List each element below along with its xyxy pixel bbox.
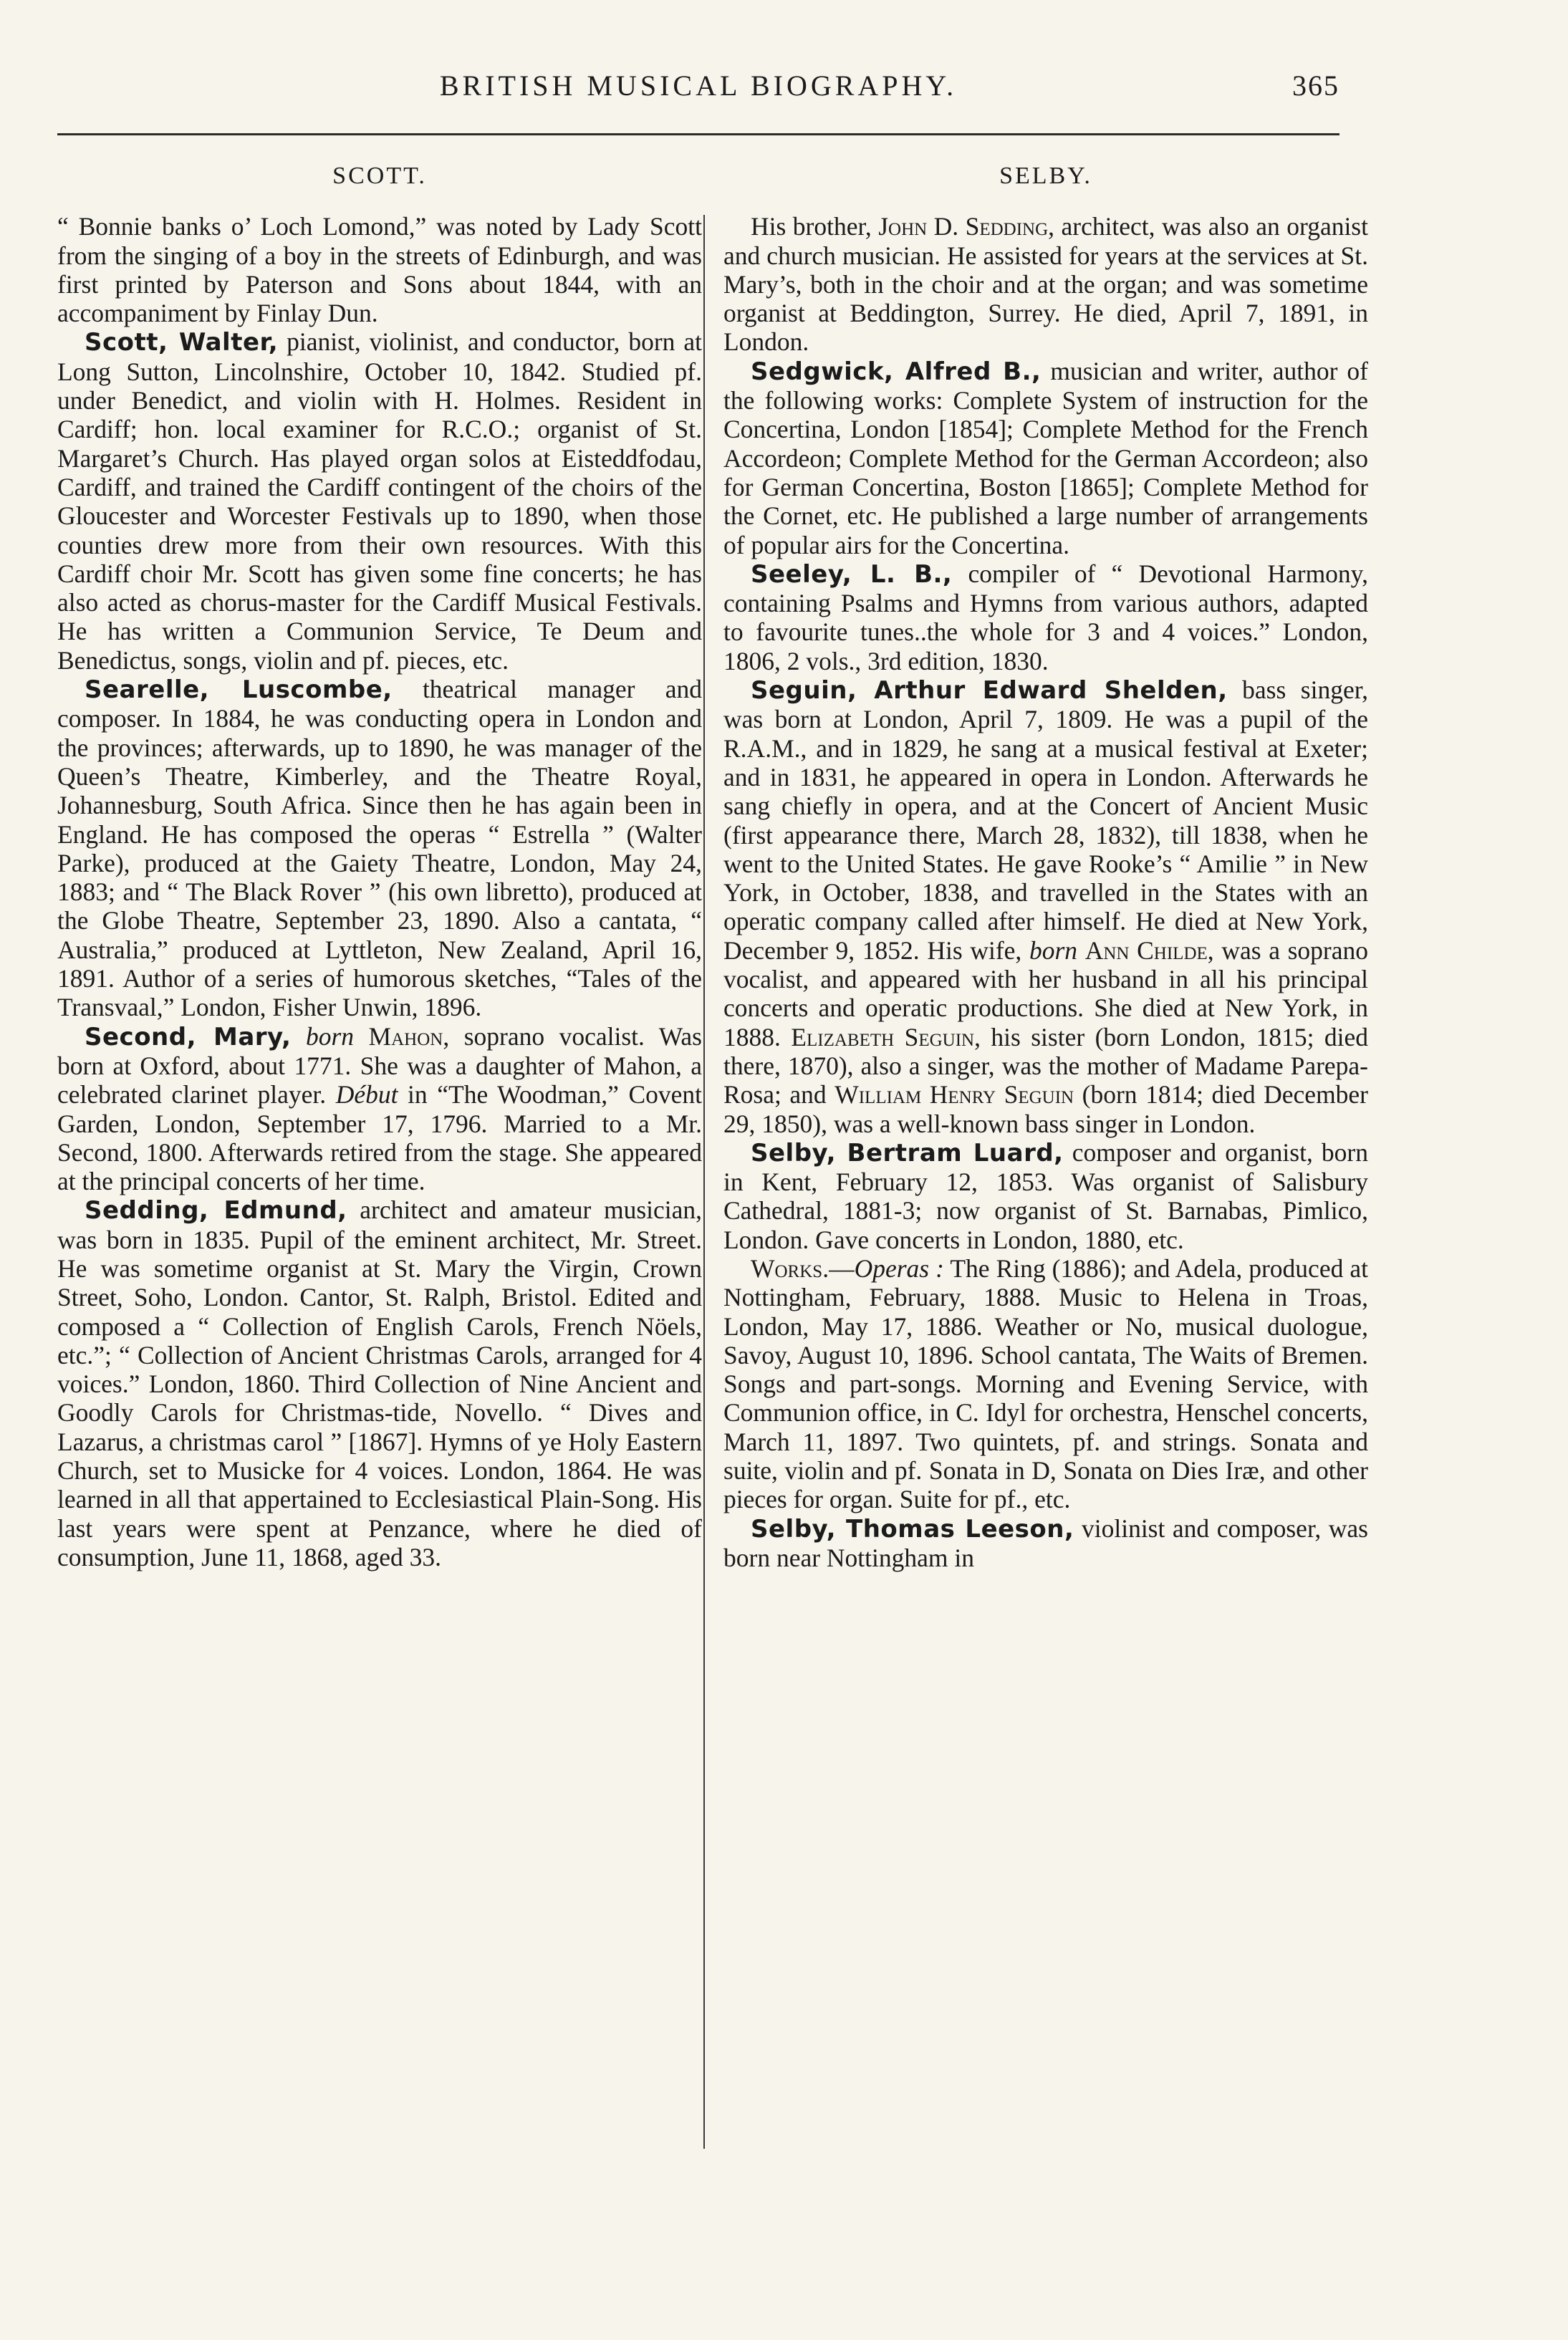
entry-headword: Selby, Thomas Leeson, <box>751 1514 1074 1544</box>
entry-headword: Seguin, Arthur Edward Shelden, <box>751 676 1228 706</box>
entry-headword: Sedgwick, Alfred B., <box>751 357 1042 386</box>
entry-headword: Second, Mary, <box>85 1022 292 1051</box>
continuation-text: His brother, <box>751 212 879 241</box>
entry-text: composer and organist, born in Kent, February 12, 1853. Was organist of Salisbury Cathedral, 1881-3; now organist of St. Barnabas, Pimlico, London. Gave concerts in London, 1880, etc. <box>723 1137 1369 1254</box>
entry-text-continued: , his sister (born London, 1815; died there, 1870), also a singer, was the mother of Madame Parepa-Rosa; and <box>723 1022 1368 1109</box>
person-name: John D. Sedding <box>878 212 1049 241</box>
entry-text-continued: in “The Woodman,” Covent Garden, London, September 17, 1796. Married to a Mr. Second, 1800. Afterwards retired from the stage. She appeared at the principal concerts of her time. <box>57 1080 702 1196</box>
works-paragraph <box>723 1254 1368 1514</box>
person-name: Elizabeth Seguin <box>791 1022 975 1051</box>
entry-seeley-l-b <box>723 559 1368 675</box>
left-column-heading: SCOTT. <box>332 163 427 189</box>
maiden-name: Mahon <box>368 1021 443 1051</box>
entry-headword: Seeley, L. B., <box>751 559 953 589</box>
right-column-heading: SELBY. <box>999 163 1092 189</box>
entry-text-continued: (born 1814; died December 29, 1850), was a well-known bass singer in London. <box>723 1080 1369 1138</box>
entry-scott-walter <box>57 327 702 675</box>
entry-text: architect and amateur musician, was born in 1835. Pupil of the eminent architect, Mr. Street. He was sometime organist at St. Mary the Virgin, Crown Street, Soho, London. Cantor, St. Ralph, Bristol. Edited and composed a “ Collection of English Carols, French Nöels, etc.”; “ Collection of Ancient Christmas Carols, arranged for 4 voices.” London, 1860. Third Collection of Nine Ancient and Goodly Carols for Christmas-tide, Novello. “ Dives and Lazarus, a christmas carol ” [1867]. Hymns of ye Holy Eastern Church, set to Musicke for 4 voices. London, 1864. He was learned in all that appertained to Ecclesiastical Plain-Song. His last years were spent at Penzance, where he died of consumption, June 11, 1868, aged 33. <box>57 1195 703 1571</box>
person-name: Ann Childe <box>1084 935 1208 965</box>
entry-headword: Scott, Walter, <box>85 328 279 357</box>
born-label: born <box>305 1021 355 1051</box>
entry-text: pianist, violinist, and conductor, born at Long Sutton, Lincolnshire, October 10, 1842. Studied pf. under Benedict, and violin with H. Holmes. Resident in Cardiff; hon. local examiner for R.C.O.; organist of St. Margaret’s Church. Has played organ solos at Eisteddfodau, Cardiff, and trained the Cardiff contingent of the choirs of the Gloucester and Worcester Festivals up to 1890, when those counties drew more from their own resources. With this Cardiff choir Mr. Scott has given some fine concerts; he has also acted as chorus-master for the Cardiff Musical Festivals. He has written a Communion Service, Te Deum and Benedictus, songs, violin and pf. pieces, etc. <box>57 327 702 675</box>
entry-sedding-edmund <box>57 1195 702 1571</box>
entry-text: compiler of “ Devotional Harmony, containing Psalms and Hymns from various authors, adapted to favourite tunes..the whole for 3 and 4 voices.” London, 1806, 2 vols., 3rd edition, 1830. <box>723 559 1368 675</box>
entry-sedgwick-alfred <box>723 357 1368 559</box>
running-title: BRITISH MUSICAL BIOGRAPHY. <box>439 69 958 102</box>
header-rule <box>57 133 1339 135</box>
right-column <box>723 162 1368 1572</box>
column-divider <box>703 215 705 2149</box>
debut-label: Début <box>335 1080 398 1109</box>
continuation-paragraph <box>723 212 1368 356</box>
entry-text: , soprano vocalist. Was born at Oxford, about 1771. She was a daughter of Mahon, a celebrated clarinet player. <box>57 1021 702 1109</box>
works-label: Works. <box>751 1253 829 1283</box>
entry-headword: Selby, Bertram Luard, <box>751 1138 1064 1167</box>
entry-text: violinist and composer, was born near Nottingham in <box>723 1513 1368 1572</box>
entry-headword: Sedding, Edmund, <box>85 1196 347 1226</box>
entry-text-continued: , was a soprano vocalist, and appeared with her husband in all his principal concerts and operatic productions. She died at New York, in 1888. <box>723 935 1369 1051</box>
entry-second-mary <box>57 1022 702 1196</box>
entry-seguin-arthur <box>723 675 1368 1138</box>
entry-text: musician and writer, author of the following works: Complete System of instruction for the Concertina, London [1854]; Complete Method for the French Accordeon; Complete Method for the German Accordeon; also for German Concertina, Boston [1865]; Complete Method for the Cornet, etc. He published a large number of arrangements of popular airs for the Concertina. <box>723 356 1368 559</box>
operas-label: Operas : <box>854 1253 944 1283</box>
running-head <box>57 69 1339 119</box>
born-label: born <box>1029 935 1078 965</box>
works-text: The Ring (1886); and Adela, produced at Nottingham, February, 1888. Music to Helena in Troas, London, May 17, 1886. Weather or No, musical duologue, Savoy, August 10, 1896. School cantata, The Waits of Bremen. Songs and part-songs. Morning and Evening Service, with Communion office, in C. Idyl for orchestra, Henschel concerts, March 11, 1897. Two quintets, pf. and strings. Sonata and suite, violin and pf. Sonata in D, Sonata on Dies Iræ, and other pieces for organ. Suite for pf., etc. <box>723 1253 1368 1514</box>
entry-text: bass singer, was born at London, April 7, 1809. He was a pupil of the R.A.M., and in 1829, he sang at a musical festival at Exeter; and in 1831, he appeared in opera in London. Afterwards he sang chiefly in opera, and at the Concert of Ancient Music (first appearance there, March 28, 1832), till 1838, when he went to the United States. He gave Rooke’s “ Amilie ” in New York, in October, 1838, and travelled in the States with an operatic company called after himself. He died at New York, December 9, 1852. His wife, <box>723 675 1368 965</box>
entry-selby-thomas <box>723 1514 1368 1573</box>
works-dash: — <box>829 1253 855 1283</box>
entry-searelle-luscombe <box>57 675 702 1022</box>
continuation-text-after: , architect, was also an organist and church musician. He assisted for years at the services at St. Mary’s, both in the choir and at the organ; and was sometime organist at Beddington, Surrey. He died, April 7, 1891, in London. <box>723 212 1368 357</box>
person-name: William Henry Seguin <box>834 1080 1074 1109</box>
continuation-paragraph: “ Bonnie banks o’ Loch Lomond,” was noted by Lady Scott from the singing of a boy in the streets of Edinburgh, and was first printed by Paterson and Sons about 1844, with an accompaniment by Finlay Dun. <box>57 212 702 328</box>
entry-selby-bertram <box>723 1138 1368 1254</box>
entry-headword: Searelle, Luscombe, <box>85 675 393 705</box>
entry-text: theatrical manager and composer. In 1884, he was conducting opera in London and the provinces; afterwards, up to 1890, he was manager of the Queen’s Theatre, Kimberley, and the Theatre Royal, Johannesburg, South Africa. Since then he has again been in England. He has composed the operas “ Estrella ” (Walter Parke), produced at the Gaiety Theatre, London, May 24, 1883; and “ The Black Rover ” (his own libretto), produced at the Globe Theatre, September 23, 1890. Also a cantata, “ Australia,” produced at Lyttleton, New Zealand, April 16, 1891. Author of a series of humorous sketches, “Tales of the Transvaal,” London, Fisher Unwin, 1896. <box>57 675 702 1022</box>
page-number: 365 <box>1292 69 1339 102</box>
left-column <box>57 162 702 1571</box>
